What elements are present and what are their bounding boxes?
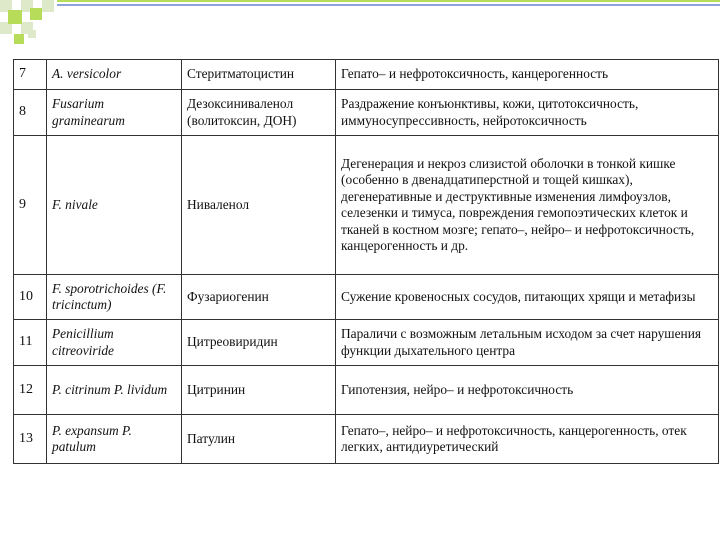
effect-cell: Гипотензия, нейро– и нефротоксичность <box>336 366 719 415</box>
effect-cell: Раздражение конъюнктивы, кожи, цитотоксичность, иммуносупрессивность, нейротоксичность <box>336 90 719 136</box>
decor-bar-blue <box>57 4 720 6</box>
organism-cell: Penicillium citreoviride <box>47 320 182 366</box>
row-number: 13 <box>14 415 47 464</box>
organism-cell: P. citrinum P. lividum <box>47 366 182 415</box>
organism-cell: A. versicolor <box>47 60 182 90</box>
toxin-cell: Цитринин <box>182 366 336 415</box>
table-row <box>14 90 719 136</box>
table-row <box>14 60 719 90</box>
toxin-cell: Патулин <box>182 415 336 464</box>
organism-cell: F. sporotrichoides (F. tricinctum) <box>47 275 182 320</box>
toxin-cell: Фузариогенин <box>182 275 336 320</box>
toxin-cell: Стеритматоцистин <box>182 60 336 90</box>
effect-cell: Гепато– и нефротоксичность, канцерогенность <box>336 60 719 90</box>
effect-cell: Дегенерация и некроз слизистой оболочки в тонкой кишке (особенно в двенадцатиперстной и тощей кишках), дегенеративные и деструктивные изменения лимфоузлов, селезенки и тимуса, повреждения гемопоэтических клеток и тканей в костном мозге; гепато–, нейро– и нефротоксичность, канцерогенность и др. <box>336 136 719 275</box>
row-number: 7 <box>14 60 47 90</box>
toxin-cell: Дезоксиниваленол (волитоксин, ДОН) <box>182 90 336 136</box>
row-number: 9 <box>14 136 47 275</box>
table-row <box>14 320 719 366</box>
decor-bar-green <box>57 0 720 2</box>
effect-cell: Гепато–, нейро– и нефротоксичность, канцерогенность, отек легких, антидиуретический <box>336 415 719 464</box>
table-row <box>14 136 719 275</box>
row-number: 8 <box>14 90 47 136</box>
effect-cell: Параличи с возможным летальным исходом за счет нарушения функции дыхательного центра <box>336 320 719 366</box>
decor-square <box>14 34 24 44</box>
row-number: 12 <box>14 366 47 415</box>
toxin-cell: Ниваленол <box>182 136 336 275</box>
effect-cell: Сужение кровеносных сосудов, питающих хрящи и метафизы <box>336 275 719 320</box>
row-number: 10 <box>14 275 47 320</box>
toxin-cell: Цитреовиридин <box>182 320 336 366</box>
organism-cell: F. nivale <box>47 136 182 275</box>
mycotoxin-table <box>13 59 719 464</box>
decor-square <box>28 30 36 38</box>
decor-square <box>42 0 54 12</box>
organism-cell: Fusarium graminearum <box>47 90 182 136</box>
organism-cell: P. expansum P. patulum <box>47 415 182 464</box>
table-row <box>14 275 719 320</box>
decor-square <box>30 8 42 20</box>
table-row <box>14 415 719 464</box>
table-row <box>14 366 719 415</box>
row-number: 11 <box>14 320 47 366</box>
decor-square <box>8 10 22 24</box>
